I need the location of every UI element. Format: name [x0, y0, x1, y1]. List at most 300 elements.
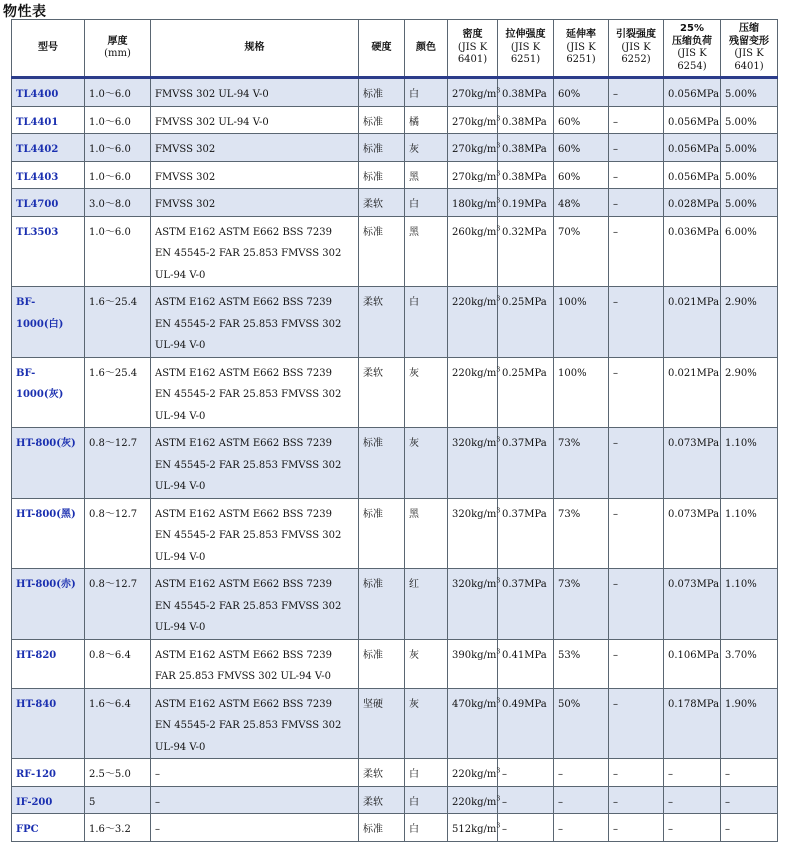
header-load25	[664, 20, 721, 78]
spec-line: EN 45545-2 FAR 25.853 FMVSS 302	[155, 248, 342, 259]
cell-color	[405, 498, 448, 569]
table-row	[12, 569, 778, 640]
spec-line: EN 45545-2 FAR 25.853 FMVSS 302	[155, 720, 342, 731]
table-row	[12, 357, 778, 428]
cell-elongation	[554, 106, 609, 134]
color-value: 黑	[409, 171, 419, 183]
cell-model[interactable]	[12, 189, 85, 217]
tensile-value: 0.37MPa	[502, 579, 547, 590]
tear-value: –	[613, 698, 618, 710]
model-link[interactable]: HT-800(黑)	[16, 508, 76, 520]
cell-set	[721, 287, 778, 358]
header-subtitle: (JIS K	[510, 41, 541, 53]
tear-value: –	[613, 438, 618, 449]
table-row	[12, 498, 778, 569]
cell-tear	[609, 569, 664, 640]
header-title: 规格	[244, 41, 265, 53]
cell-model[interactable]	[12, 78, 85, 107]
load25-value: 0.106MPa	[668, 649, 720, 661]
color-value: 白	[409, 297, 419, 308]
cell-density	[448, 78, 501, 107]
cell-tensile	[498, 498, 554, 569]
set-value: 5.00%	[725, 171, 757, 183]
cell-spec	[151, 814, 359, 842]
color-value: 黑	[409, 508, 419, 520]
cubic-superscript: 3	[496, 767, 501, 775]
cell-thickness	[85, 134, 151, 162]
cubic-superscript: 3	[496, 822, 501, 830]
cell-density	[448, 786, 501, 814]
elongation-value: 60%	[558, 144, 581, 155]
table-row	[12, 688, 778, 759]
model-link[interactable]: TL4402	[16, 144, 59, 155]
cell-thickness	[85, 106, 151, 134]
spec-line: FMVSS 302	[155, 199, 216, 210]
spec-line: EN 45545-2 FAR 25.853 FMVSS 302	[155, 318, 342, 330]
cell-model[interactable]	[12, 569, 85, 640]
set-value: –	[725, 796, 730, 808]
load25-value: 0.056MPa	[668, 171, 720, 183]
spec-line: FMVSS 302	[155, 144, 216, 155]
cell-tear	[609, 78, 664, 107]
cell-color	[405, 759, 448, 787]
cell-model[interactable]	[12, 639, 85, 688]
cubic-superscript: 3	[496, 577, 501, 585]
header-color	[405, 20, 448, 78]
cell-density	[448, 134, 501, 162]
density-value: 320kg/m	[452, 508, 497, 520]
cell-set	[721, 106, 778, 134]
load25-value: 0.036MPa	[668, 226, 720, 238]
set-value: 5.00%	[725, 89, 757, 100]
cell-spec	[151, 287, 359, 358]
header-subtitle: (JIS K	[457, 41, 488, 53]
load25-value: 0.073MPa	[668, 579, 720, 590]
color-value: 灰	[409, 367, 419, 379]
cell-model[interactable]	[12, 759, 85, 787]
cell-color	[405, 287, 448, 358]
cell-model[interactable]	[12, 428, 85, 499]
elongation-value: 73%	[558, 438, 581, 449]
cell-set	[721, 688, 778, 759]
spec-line: FMVSS 302 UL-94 V-0	[155, 116, 269, 128]
density-value: 390kg/m	[452, 649, 497, 661]
set-value: 3.70%	[725, 649, 757, 661]
tear-value: –	[613, 508, 618, 520]
cell-set	[721, 216, 778, 287]
tear-value: –	[613, 367, 618, 379]
cell-color	[405, 216, 448, 287]
table-body	[12, 78, 778, 842]
cell-tensile	[498, 78, 554, 107]
cell-hardness	[359, 498, 405, 569]
header-title: 拉伸强度	[505, 29, 546, 41]
cell-model[interactable]	[12, 161, 85, 189]
header-subtitle: 6252)	[621, 54, 651, 66]
cell-tensile	[498, 688, 554, 759]
cell-load25	[664, 569, 721, 640]
cell-model[interactable]	[12, 688, 85, 759]
cell-load25	[664, 216, 721, 287]
cell-set	[721, 78, 778, 107]
tensile-value: 0.37MPa	[502, 438, 547, 449]
spec-line: FAR 25.853 FMVSS 302 UL-94 V-0	[155, 671, 331, 682]
color-value: 橘	[409, 116, 419, 128]
cell-density	[448, 688, 501, 759]
cell-tear	[609, 189, 664, 217]
table-row	[12, 161, 778, 189]
table-row	[12, 78, 778, 107]
cell-color	[405, 161, 448, 189]
cell-hardness	[359, 688, 405, 759]
load25-value: 0.021MPa	[668, 367, 720, 379]
tear-value: –	[613, 199, 618, 210]
load25-value: 0.028MPa	[668, 199, 720, 210]
cell-thickness	[85, 287, 151, 358]
cell-tensile	[498, 428, 554, 499]
cell-thickness	[85, 428, 151, 499]
model-link[interactable]: BF-1000(灰)	[16, 367, 64, 400]
thickness-value: 1.0～6.0	[89, 116, 131, 128]
header-subtitle: 6251)	[566, 54, 596, 66]
spec-line: EN 45545-2 FAR 25.853 FMVSS 302	[155, 600, 342, 612]
elongation-value: 53%	[558, 649, 581, 661]
elongation-value: –	[558, 796, 563, 808]
cell-load25	[664, 814, 721, 842]
hardness-value: 标准	[363, 89, 383, 100]
cell-hardness	[359, 786, 405, 814]
cell-tear	[609, 759, 664, 787]
model-link[interactable]: HT-800(灰)	[16, 438, 76, 449]
tensile-value: 0.37MPa	[502, 508, 547, 520]
cell-model[interactable]	[12, 498, 85, 569]
table-row	[12, 786, 778, 814]
cell-tear	[609, 814, 664, 842]
density-value: 270kg/m	[452, 116, 497, 128]
cell-density	[448, 639, 501, 688]
color-value: 灰	[409, 438, 419, 449]
cell-spec	[151, 134, 359, 162]
table-row	[12, 814, 778, 842]
load25-value: 0.056MPa	[668, 89, 720, 100]
cell-hardness	[359, 357, 405, 428]
cell-density	[448, 106, 501, 134]
cell-elongation	[554, 189, 609, 217]
spec-line: UL-94 V-0	[155, 551, 206, 563]
thickness-value: 1.6～25.4	[89, 367, 138, 379]
cubic-superscript: 3	[496, 197, 501, 205]
load25-value: 0.178MPa	[668, 698, 720, 710]
header-subtitle: 6254)	[677, 60, 707, 72]
cell-elongation	[554, 161, 609, 189]
model-link[interactable]: FPC	[16, 824, 39, 835]
header-subtitle: (JIS K	[734, 48, 764, 59]
header-title: 延伸率	[566, 29, 596, 41]
set-value: 5.00%	[725, 116, 757, 128]
cell-color	[405, 814, 448, 842]
elongation-value: 60%	[558, 89, 581, 100]
color-value: 白	[409, 89, 419, 100]
hardness-value: 标准	[363, 579, 383, 590]
tear-value: –	[613, 649, 618, 661]
cell-model[interactable]	[12, 287, 85, 358]
model-link[interactable]: HT-840	[16, 698, 57, 710]
thickness-value: 2.5～5.0	[89, 769, 131, 780]
load25-value: 0.056MPa	[668, 144, 720, 155]
spec-line: ASTM E162 ASTM E662 BSS 7239	[155, 297, 332, 308]
elongation-value: 48%	[558, 199, 581, 210]
cell-set	[721, 357, 778, 428]
cell-tensile	[498, 134, 554, 162]
cell-spec	[151, 786, 359, 814]
cell-tear	[609, 357, 664, 428]
page-title: 物性表	[3, 4, 47, 20]
spec-line: –	[155, 796, 160, 808]
header-subtitle: 6401)	[734, 60, 764, 72]
hardness-value: 标准	[363, 649, 383, 661]
cell-thickness	[85, 357, 151, 428]
elongation-value: 60%	[558, 171, 581, 183]
model-link[interactable]: RF-120	[16, 769, 56, 780]
header-title: 厚度	[107, 35, 128, 47]
thickness-value: 5	[89, 796, 96, 808]
cell-tensile	[498, 759, 554, 787]
cell-model[interactable]	[12, 786, 85, 814]
density-value: 180kg/m	[452, 199, 497, 210]
cell-spec	[151, 78, 359, 107]
tensile-value: 0.25MPa	[502, 297, 547, 308]
elongation-value: 100%	[558, 367, 587, 379]
model-link[interactable]: HT-800(赤)	[16, 579, 76, 590]
cell-load25	[664, 78, 721, 107]
model-link[interactable]: TL4401	[16, 116, 59, 128]
cell-set	[721, 161, 778, 189]
spec-line: ASTM E162 ASTM E662 BSS 7239	[155, 579, 332, 590]
cell-elongation	[554, 78, 609, 107]
cubic-superscript: 3	[496, 366, 501, 374]
cell-density	[448, 189, 501, 217]
cell-spec	[151, 569, 359, 640]
thickness-value: 1.0～6.0	[89, 144, 131, 155]
hardness-value: 柔软	[363, 796, 383, 808]
model-link[interactable]: HT-820	[16, 649, 57, 661]
model-link[interactable]: TL4400	[16, 89, 59, 100]
tensile-value: 0.38MPa	[502, 116, 547, 128]
hardness-value: 标准	[363, 824, 383, 835]
cubic-superscript: 3	[496, 225, 501, 233]
tensile-value: 0.25MPa	[502, 367, 547, 379]
cell-spec	[151, 428, 359, 499]
cell-tensile	[498, 106, 554, 134]
header-title-line2: 压缩负荷	[672, 35, 712, 47]
tensile-value: 0.41MPa	[502, 649, 547, 661]
density-value: 220kg/m	[452, 297, 497, 308]
cell-color	[405, 428, 448, 499]
cell-hardness	[359, 216, 405, 287]
tear-value: –	[613, 116, 618, 128]
tensile-value: 0.38MPa	[502, 89, 547, 100]
spec-line: ASTM E162 ASTM E662 BSS 7239	[155, 649, 332, 661]
density-value: 512kg/m	[452, 824, 497, 835]
cell-load25	[664, 498, 721, 569]
cell-spec	[151, 216, 359, 287]
spec-line: EN 45545-2 FAR 25.853 FMVSS 302	[155, 459, 342, 471]
cell-spec	[151, 688, 359, 759]
cell-color	[405, 688, 448, 759]
density-value: 270kg/m	[452, 144, 497, 155]
thickness-value: 1.0～6.0	[89, 89, 131, 100]
model-link[interactable]: TL4700	[16, 199, 59, 210]
cell-color	[405, 106, 448, 134]
cell-model[interactable]	[12, 216, 85, 287]
tear-value: –	[613, 769, 618, 780]
header-title: 引裂强度	[616, 29, 656, 41]
spec-line: UL-94 V-0	[155, 481, 206, 492]
cell-set	[721, 639, 778, 688]
density-value: 320kg/m	[452, 579, 497, 590]
spec-line: –	[155, 824, 160, 835]
header-set	[721, 20, 778, 78]
header-title-line2: 残留变形	[729, 35, 769, 47]
load25-value: –	[668, 769, 673, 780]
spec-line: UL-94 V-0	[155, 410, 206, 422]
cell-density	[448, 357, 501, 428]
hardness-value: 坚硬	[363, 698, 383, 710]
properties-table	[11, 19, 778, 842]
cell-set	[721, 428, 778, 499]
elongation-value: 60%	[558, 116, 581, 128]
spec-line: ASTM E162 ASTM E662 BSS 7239	[155, 367, 332, 379]
cell-hardness	[359, 569, 405, 640]
cell-set	[721, 814, 778, 842]
model-link[interactable]: IF-200	[16, 796, 53, 808]
set-value: –	[725, 824, 730, 835]
header-title: 压缩	[739, 23, 759, 34]
cell-density	[448, 216, 501, 287]
cell-model[interactable]	[12, 814, 85, 842]
model-link[interactable]: TL3503	[16, 226, 59, 238]
cell-model[interactable]	[12, 357, 85, 428]
density-value: 220kg/m	[452, 367, 497, 379]
density-value: 260kg/m	[452, 226, 497, 238]
load25-value: –	[668, 824, 673, 835]
table-row	[12, 216, 778, 287]
model-link[interactable]: BF-1000(白)	[16, 297, 64, 330]
cell-thickness	[85, 688, 151, 759]
table-row	[12, 428, 778, 499]
load25-value: –	[668, 796, 673, 808]
tear-value: –	[613, 144, 618, 155]
cell-elongation	[554, 639, 609, 688]
cell-thickness	[85, 759, 151, 787]
thickness-value: 0.8～6.4	[89, 649, 131, 661]
tensile-value: 0.19MPa	[502, 199, 547, 210]
cell-tear	[609, 106, 664, 134]
cell-spec	[151, 106, 359, 134]
thickness-value: 0.8～12.7	[89, 438, 138, 449]
header-spec	[151, 20, 359, 78]
cell-elongation	[554, 428, 609, 499]
tensile-value: –	[502, 796, 507, 808]
cell-thickness	[85, 569, 151, 640]
density-value: 320kg/m	[452, 438, 497, 449]
tear-value: –	[613, 89, 618, 100]
thickness-value: 1.6～6.4	[89, 698, 131, 710]
cell-spec	[151, 759, 359, 787]
thickness-value: 1.0～6.0	[89, 226, 131, 238]
cell-thickness	[85, 216, 151, 287]
spec-line: –	[155, 769, 160, 780]
spec-line: EN 45545-2 FAR 25.853 FMVSS 302	[155, 389, 342, 400]
cell-tear	[609, 216, 664, 287]
header-thickness	[85, 20, 151, 78]
cell-density	[448, 428, 501, 499]
tear-value: –	[613, 796, 618, 808]
cell-load25	[664, 639, 721, 688]
cell-density	[448, 759, 501, 787]
cell-spec	[151, 498, 359, 569]
cell-model[interactable]	[12, 106, 85, 134]
cubic-superscript: 3	[496, 648, 501, 656]
cell-load25	[664, 428, 721, 499]
cell-model[interactable]	[12, 134, 85, 162]
cell-elongation	[554, 814, 609, 842]
cell-thickness	[85, 639, 151, 688]
spec-line: ASTM E162 ASTM E662 BSS 7239	[155, 226, 332, 238]
cell-hardness	[359, 759, 405, 787]
thickness-value: 0.8～12.7	[89, 508, 138, 520]
cell-hardness	[359, 428, 405, 499]
cell-tear	[609, 639, 664, 688]
cell-thickness	[85, 786, 151, 814]
cell-tear	[609, 428, 664, 499]
elongation-value: –	[558, 769, 563, 780]
color-value: 白	[409, 199, 419, 210]
set-value: 5.00%	[725, 199, 757, 210]
spec-line: UL-94 V-0	[155, 340, 206, 351]
cell-elongation	[554, 216, 609, 287]
cell-tear	[609, 498, 664, 569]
set-value: 6.00%	[725, 226, 757, 238]
tensile-value: 0.49MPa	[502, 698, 547, 710]
header-subtitle: (mm)	[104, 48, 131, 59]
spec-line: UL-94 V-0	[155, 269, 206, 281]
cell-thickness	[85, 78, 151, 107]
cell-tear	[609, 134, 664, 162]
density-value: 470kg/m	[452, 698, 497, 710]
load25-value: 0.056MPa	[668, 116, 720, 128]
header-title: 型号	[38, 41, 58, 53]
hardness-value: 标准	[363, 116, 383, 128]
cell-thickness	[85, 161, 151, 189]
tensile-value: –	[502, 769, 507, 780]
color-value: 灰	[409, 649, 419, 661]
tear-value: –	[613, 226, 618, 238]
cubic-superscript: 3	[496, 697, 501, 705]
table-row	[12, 189, 778, 217]
color-value: 灰	[409, 144, 419, 155]
tear-value: –	[613, 171, 618, 183]
hardness-value: 标准	[363, 508, 383, 520]
cell-color	[405, 569, 448, 640]
cell-tensile	[498, 189, 554, 217]
model-link[interactable]: TL4403	[16, 171, 59, 183]
color-value: 白	[409, 769, 419, 780]
hardness-value: 柔软	[363, 769, 383, 780]
cell-elongation	[554, 688, 609, 759]
tensile-value: –	[502, 824, 507, 835]
cell-tensile	[498, 216, 554, 287]
